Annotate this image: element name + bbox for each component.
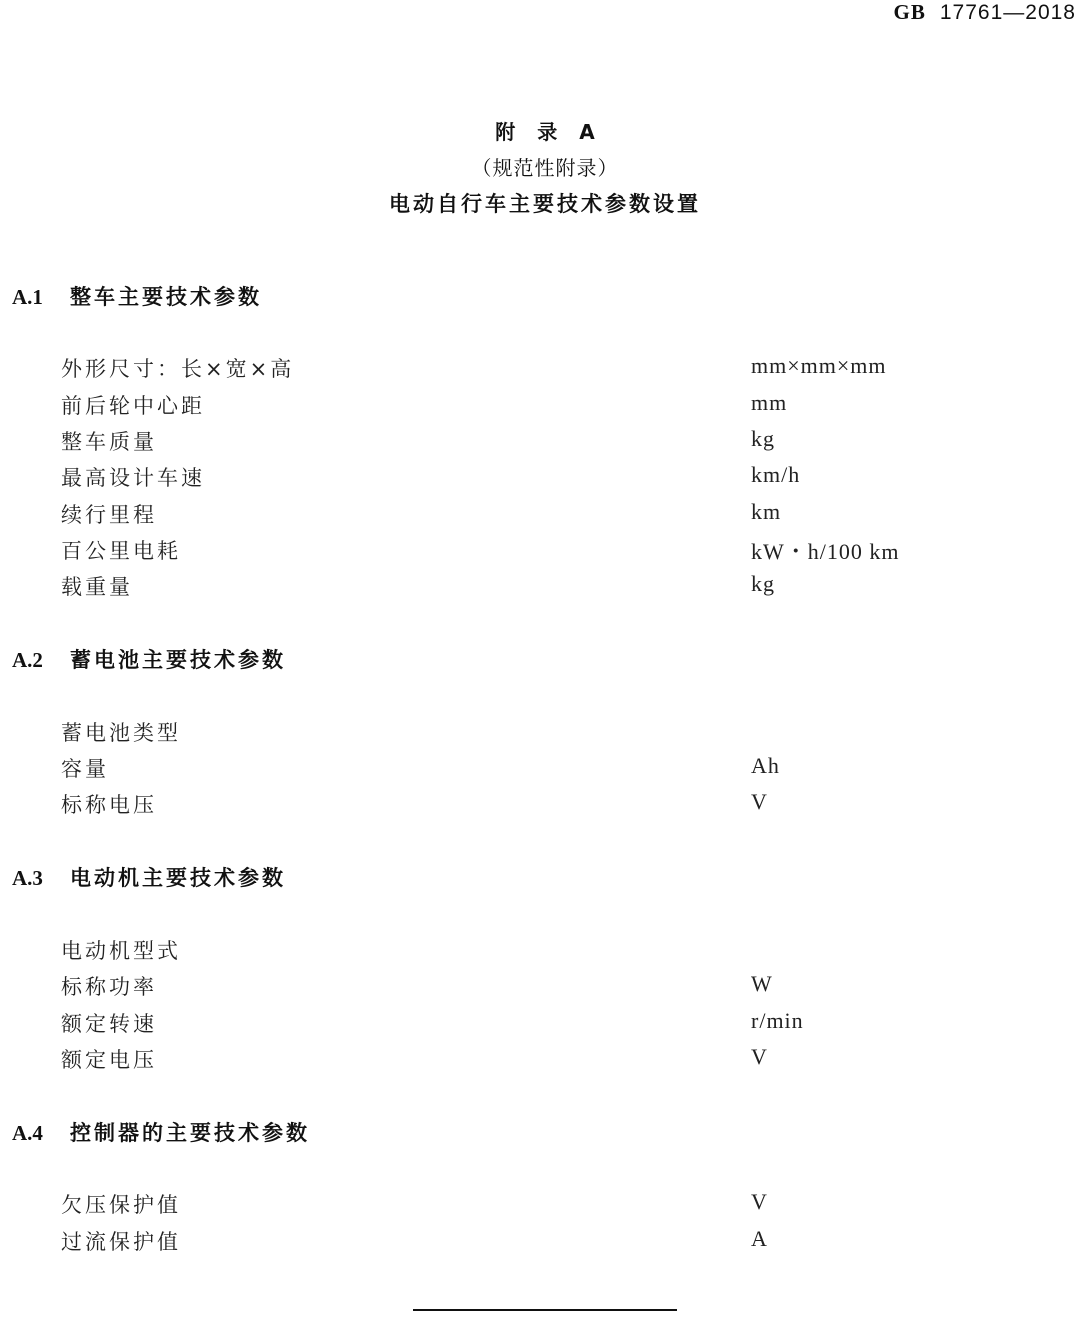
parameter-unit: V <box>751 789 768 814</box>
parameter-name: 前后轮中心距 <box>61 394 205 418</box>
standard-code <box>894 0 1076 25</box>
parameter-name: 电动机型式 <box>61 939 181 963</box>
parameter-name: 整车质量 <box>61 430 157 454</box>
parameter-unit: km <box>751 499 782 524</box>
parameter-name: 容量 <box>61 757 109 781</box>
appendix-label-c: A <box>579 120 595 144</box>
parameter-name: 百公里电耗 <box>61 539 181 563</box>
section-title: 控制器的主要技术参数 <box>70 1121 310 1145</box>
parameter-row <box>0 462 1080 492</box>
parameter-name: 外形尺寸：长×宽×高 <box>61 357 295 381</box>
standard-number: 17761—2018 <box>939 1 1076 24</box>
section-number: A.4 <box>12 1121 43 1145</box>
parameter-name: 标称电压 <box>61 793 157 817</box>
parameter-row <box>0 1008 1080 1038</box>
parameter-name: 额定电压 <box>61 1048 157 1072</box>
parameter-row <box>0 971 1080 1001</box>
parameter-name: 续行里程 <box>61 503 157 527</box>
appendix-title: 电动自行车主要技术参数设置 <box>389 192 701 216</box>
parameter-name: 额定转速 <box>61 1012 157 1036</box>
parameter-unit: r/min <box>751 1008 804 1033</box>
appendix-label-a: 附 <box>495 120 516 144</box>
parameter-unit: W <box>751 971 773 996</box>
parameter-row <box>0 1226 1080 1256</box>
parameter-row <box>0 390 1080 420</box>
section-title: 电动机主要技术参数 <box>70 866 286 890</box>
section-number: A.3 <box>12 866 43 890</box>
parameter-unit: A <box>751 1226 768 1251</box>
end-rule <box>413 1309 677 1311</box>
standard-prefix: GB <box>893 0 926 24</box>
parameter-row <box>0 717 1080 747</box>
parameter-name: 最高设计车速 <box>61 466 205 490</box>
section-heading <box>12 862 286 892</box>
section-heading <box>12 1117 310 1147</box>
parameter-row <box>0 571 1080 601</box>
parameter-row <box>0 353 1080 383</box>
parameter-name: 标称功率 <box>61 975 157 999</box>
parameter-row <box>0 535 1080 565</box>
parameter-unit: kg <box>751 426 775 451</box>
appendix-label <box>0 116 1080 145</box>
section-heading <box>12 644 286 674</box>
parameter-name: 过流保护值 <box>61 1230 181 1254</box>
parameter-row <box>0 789 1080 819</box>
parameter-unit: mm×mm×mm <box>751 353 887 378</box>
appendix-type: （规范性附录） <box>471 156 619 180</box>
parameter-unit: kW・h/100 km <box>751 539 900 564</box>
parameter-unit: Ah <box>751 753 780 778</box>
parameter-row <box>0 426 1080 456</box>
section-title: 整车主要技术参数 <box>70 285 262 309</box>
parameter-row <box>0 499 1080 529</box>
parameter-name: 蓄电池类型 <box>61 721 181 745</box>
parameter-unit: mm <box>751 390 788 415</box>
parameter-row <box>0 753 1080 783</box>
parameter-unit: V <box>751 1044 768 1069</box>
parameter-unit: V <box>751 1189 768 1214</box>
parameter-name: 载重量 <box>61 575 133 599</box>
parameter-row <box>0 1044 1080 1074</box>
section-number: A.1 <box>12 285 43 309</box>
parameter-unit: km/h <box>751 462 801 487</box>
section-number: A.2 <box>12 648 43 672</box>
parameter-row <box>0 1189 1080 1219</box>
parameter-name: 欠压保护值 <box>61 1193 181 1217</box>
section-heading <box>12 281 262 311</box>
appendix-label-b: 录 <box>537 120 558 144</box>
section-title: 蓄电池主要技术参数 <box>70 648 286 672</box>
parameter-row <box>0 935 1080 965</box>
parameter-unit: kg <box>751 571 775 596</box>
